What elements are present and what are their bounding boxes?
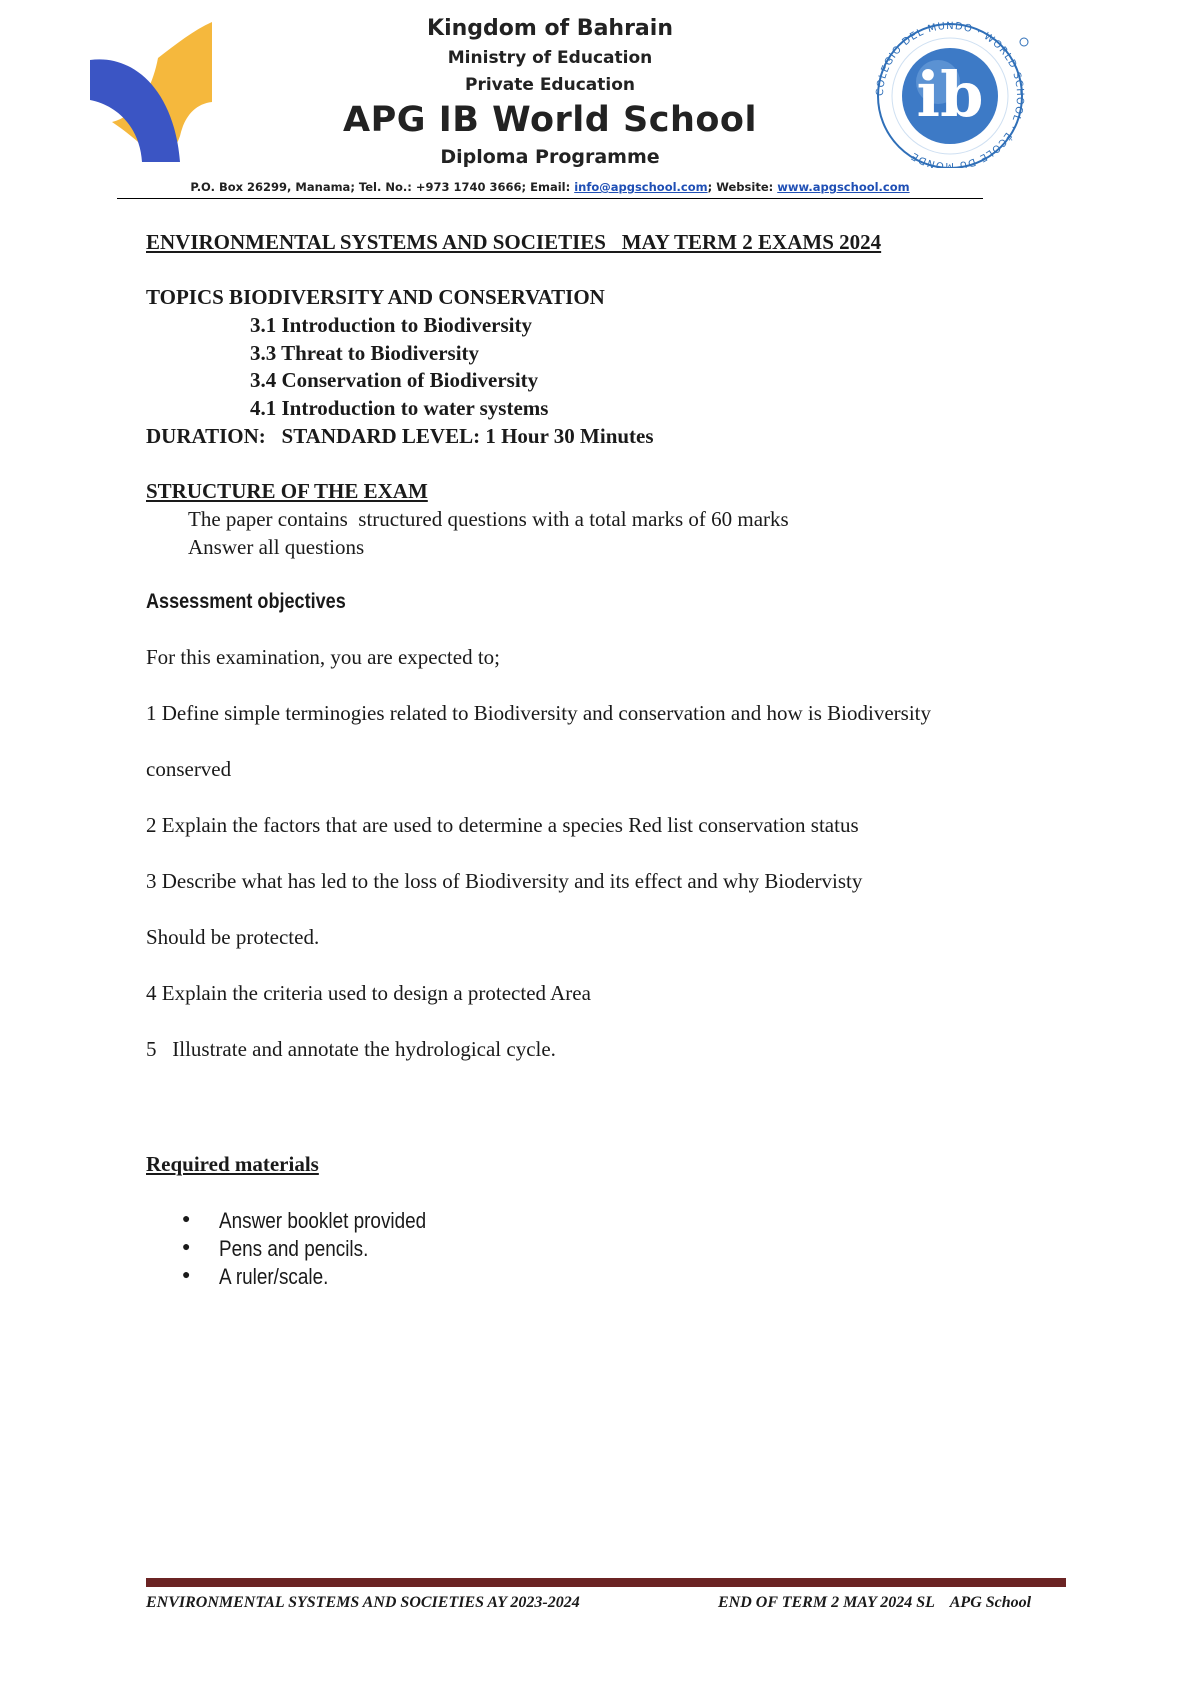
footer-bar [146, 1578, 1066, 1587]
material-item-text: A ruler/scale. [219, 1264, 329, 1289]
email-link[interactable]: info@apgschool.com [574, 180, 708, 194]
material-item-text: Pens and pencils. [219, 1236, 369, 1261]
footer-right-text: END OF TERM 2 MAY 2024 SL APG School [718, 1594, 1032, 1611]
list-item [146, 1264, 460, 1292]
header-private-education: Private Education [465, 75, 635, 95]
objective-line: 3 Describe what has led to the loss of Biodiversity and its effect and why Biodervisty [146, 869, 863, 893]
objective-line: conserved [146, 757, 232, 781]
list-item [146, 1208, 460, 1236]
header-divider [117, 198, 983, 199]
objectives-intro: For this examination, you are expected to; [146, 645, 500, 669]
materials-heading: Required materials [146, 1152, 319, 1176]
website-link[interactable]: www.apgschool.com [777, 180, 910, 194]
topic-item: 3.4 Conservation of Biodiversity [250, 368, 539, 392]
contact-mid: ; Website: [707, 180, 778, 194]
apg-logo [88, 20, 214, 162]
objective-line: 5 Illustrate and annotate the hydrological cycle. [146, 1037, 556, 1061]
objective-line: 1 Define simple terminogies related to Biodiversity and conservation and how is Biodiversity [146, 701, 932, 725]
header-contact-line [120, 180, 980, 194]
topics-heading: TOPICS BIODIVERSITY AND CONSERVATION [146, 285, 605, 309]
header-ministry: Ministry of Education [447, 48, 653, 68]
structure-line: The paper contains structured questions with a total marks of 60 marks [188, 507, 789, 531]
topic-item: 3.1 Introduction to Biodiversity [250, 313, 532, 337]
exam-title: ENVIRONMENTAL SYSTEMS AND SOCIETIES MAY TERM 2 EXAMS 2024 [146, 230, 882, 254]
ib-seal-ring-text: COLEGIO DEL MUNDO · WORLD SCHOOL · ÉCOLE DU MONDE [874, 20, 1026, 168]
objective-line: 2 Explain the factors that are used to determine a species Red list conservation status [146, 813, 859, 837]
objective-line: 4 Explain the criteria used to design a protected Area [146, 981, 591, 1005]
topic-item: 3.3 Threat to Biodiversity [250, 341, 480, 365]
objectives-heading [146, 590, 378, 614]
topic-item: 4.1 Introduction to water systems [250, 396, 549, 420]
header-programme: Diploma Programme [440, 146, 660, 168]
materials-list [146, 1208, 460, 1292]
header-kingdom: Kingdom of Bahrain [427, 16, 673, 41]
ib-letters: ib [916, 58, 984, 131]
structure-line: Answer all questions [188, 535, 365, 559]
objectives-heading-text: Assessment objectives [146, 590, 346, 613]
material-item-text: Answer booklet provided [219, 1208, 427, 1233]
header-school-name: APG IB World School [343, 100, 757, 140]
list-item [146, 1236, 460, 1264]
registered-mark-icon [1020, 38, 1028, 46]
footer-left-text: ENVIRONMENTAL SYSTEMS AND SOCIETIES AY 2023-2024 [146, 1594, 580, 1611]
duration: DURATION: STANDARD LEVEL: 1 Hour 30 Minutes [146, 424, 654, 448]
contact-prefix: P.O. Box 26299, Manama; Tel. No.: +973 1740 3666; Email: [190, 180, 575, 194]
structure-heading: STRUCTURE OF THE EXAM [146, 479, 428, 503]
ib-world-school-seal [866, 18, 1036, 168]
objective-line: Should be protected. [146, 925, 320, 949]
